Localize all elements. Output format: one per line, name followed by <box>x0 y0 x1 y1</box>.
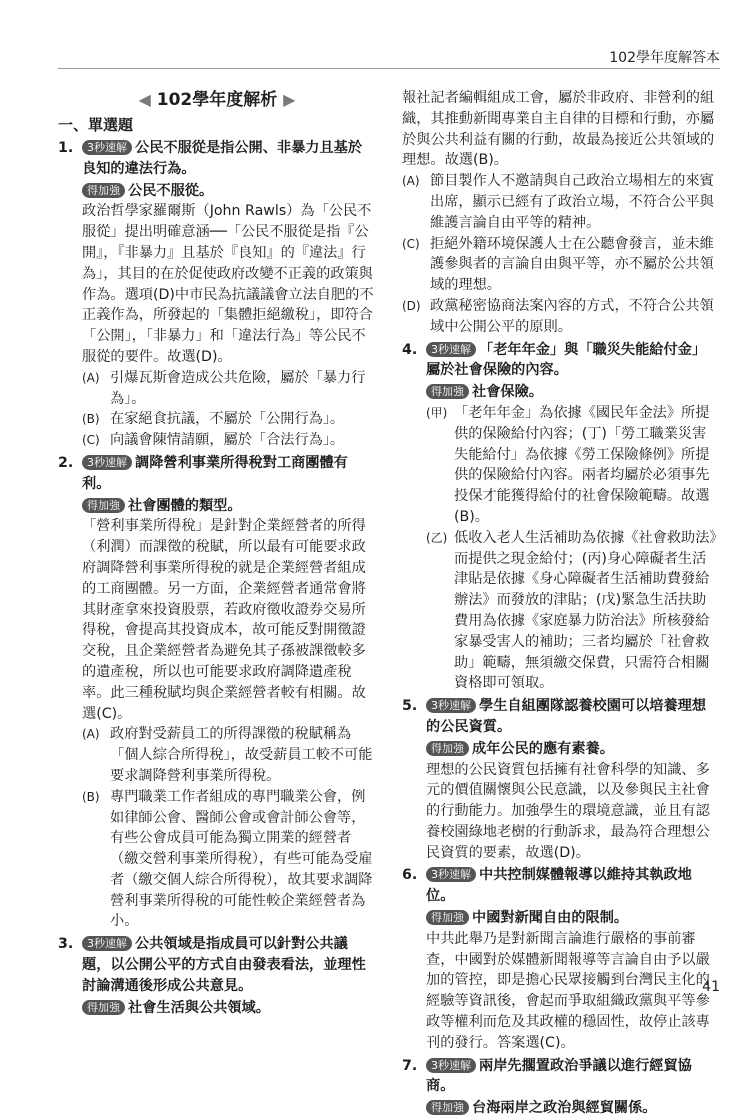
quick-badge: 3秒速解 <box>426 1058 476 1073</box>
quick-answer: 3秒速解 公民不服從是指公開、非暴力且基於良知的違法行為。 <box>82 140 363 177</box>
key-point: 得加強 社會生活與公共領域。 <box>82 998 376 1019</box>
question-number: 7. <box>402 1057 418 1074</box>
option: (D) 政黨秘密協商法案內容的方式，不符合公共領域中公開公平的原則。 <box>402 297 714 335</box>
quick-answer: 3秒速解 公共領域是指成員可以針對公共議題，以公開公平的方式自由發表看法，並理性討論溝通後形成公共意見。 <box>82 936 366 994</box>
kp-badge: 得加強 <box>82 1000 125 1015</box>
option: (B) 專門職業工作者組成的專門職業公會，例如律師公會、醫師公會或會計師公會等，有些公會成員可能為獨立開業的經營者（繳交營利事業所得稅），有些可能為受雇者（繳交個人綜合所得稅），故其要求調降營利事業所得稅的可能性較企業經營者為小。 <box>82 788 373 930</box>
kp-badge: 得加強 <box>426 1100 469 1115</box>
quick-badge: 3秒速解 <box>82 936 132 951</box>
quick-answer: 3秒速解 「老年年金」與「職災失能給付金」屬於社會保險的內容。 <box>426 341 707 379</box>
option: (A) 政府對受薪員工的所得課徵的稅賦稱為「個人綜合所得稅」，故受薪員工較不可能要求調降營利事業所得稅。 <box>82 726 373 784</box>
page-number: 41 <box>702 979 720 996</box>
question-7 <box>402 1056 718 1119</box>
key-point: 得加強 成年公民的應有素養。 <box>426 739 718 760</box>
quick-answer: 3秒速解 學生自組團隊認養校園可以培養理想的公民資質。 <box>426 698 707 735</box>
section-title <box>58 88 376 112</box>
header-title: 102學年度解答本 <box>609 50 720 66</box>
option: (C) 拒絕外籍环境保護人士在公聽會發言，並未維護參與者的言論自由與平等，亦不屬於公共領域的理想。 <box>402 235 714 294</box>
question-1 <box>58 138 376 451</box>
option: (C) 向議會陳情請願，屬於「合法行為」。 <box>82 432 345 449</box>
question-6 <box>402 865 718 1053</box>
option: (A) 引爆瓦斯會造成公共危險，屬於「暴力行為」。 <box>82 369 366 407</box>
quick-badge: 3秒速解 <box>426 342 476 357</box>
kp-badge: 得加強 <box>426 384 469 399</box>
triangle-right-icon: ▶ <box>283 90 296 109</box>
explanation: 「營利事業所得稅」是針對企業經營者的所得（利潤）而課徵的稅賦，所以最有可能要求政府調降營利事業所得稅的就是企業經營者組成的工商團體。另一方面，企業經營者通常會將其財產拿來投資股票，若政府徵收證券交易所得稅，會提高其投資成本，故可能反對開徵證交稅，且企業經營者為避免其子孫被課徵較多的遺產稅，所以也可能要求政府調降遺產稅率。此三種稅賦均與企業經營者較有相關。故選(C)。 <box>82 518 366 722</box>
key-point: 得加強 台海兩岸之政治與經貿關係。 <box>426 1098 718 1119</box>
quick-answer: 3秒速解 調降營利事業所得稅對工商團體有利。 <box>82 454 348 492</box>
question-number: 6. <box>402 867 418 884</box>
kp-badge: 得加強 <box>426 910 469 925</box>
explanation: 理想的公民資質包括擁有社會科學的知識、多元的價值關懷與公民意識，以及參與民主社會的行動能力。加強學生的環境意識，並且有認養校園綠地老樹的行動訴求，最為符合理想公民資質的要素，故選(D)。 <box>426 761 710 861</box>
triangle-left-icon: ◀ <box>138 90 151 109</box>
option: (B) 在家絕食抗議，不屬於「公開行為」。 <box>82 411 345 428</box>
option: (甲) 「老年年金」為依據《國民年金法》所提供的保險給付內容；(丁)「勞工職業災害失能給付」為依據《勞工保險條例》所提供的保險給付內容。兩者均屬於必須事先投保才能獲得給付的社會保險範疇。故選(B)。 <box>426 404 710 525</box>
question-3 <box>58 934 376 1018</box>
left-column <box>58 88 376 1018</box>
option: (乙) 低收入老人生活補助為依據《社會救助法》而提供之現金給付；(丙)身心障礙者生活津貼是依據《身心障礙者生活補助費發給辦法》而發放的津貼；(戊)緊急生活扶助費用為依據《家庭暴力防治法》所核發給家暴受害人的補助；三者均屬於「社會救助」範疇，無須繳交保費，只需符合相關資格即可領取。 <box>426 529 717 692</box>
header-rule <box>58 68 720 69</box>
question-number: 4. <box>402 341 418 358</box>
kp-badge: 得加強 <box>82 183 125 198</box>
subsection-title: 一、單選題 <box>58 116 134 134</box>
right-column <box>402 88 718 1119</box>
quick-badge: 3秒速解 <box>82 140 132 155</box>
question-2 <box>58 453 376 932</box>
key-point: 得加強 社會團體的類型。 <box>82 496 376 517</box>
question-5 <box>402 696 718 863</box>
section-title-text: 102學年度解析 <box>156 90 278 110</box>
explanation: 政治哲學家羅爾斯（John Rawls）為「公民不服從」提出明確意涵──「公民不服從是指『公開』，『非暴力』且基於『良知』的『違法』行為」，其目的在於促使政府改變不正義的政策與作為。選項(D)中市民為抗議議會立法自肥的不正義作為，所發起的「集體拒絕繳稅」，即符合「公開」，「非暴力」和「違法行為」等公民不服從的要件。故選(D)。 <box>82 203 374 365</box>
key-point: 得加強 中國對新聞自由的限制。 <box>426 908 718 929</box>
question-number: 5. <box>402 698 418 715</box>
quick-badge: 3秒速解 <box>82 455 132 470</box>
explanation: 中共此舉乃是對新聞言論進行嚴格的事前審查，中國對於媒體新聞報導等言論自由予以嚴加的管控，即是擔心民眾接觸到台灣民主化的經驗等資訊後，會起而爭取組織政黨與平等參政等權利而危及其政權的穩固性，故停止該專刊的發行。答案選(C)。 <box>426 930 710 1051</box>
kp-badge: 得加強 <box>426 741 469 756</box>
question-number: 1. <box>58 140 74 156</box>
key-point: 得加強 公民不服從。 <box>82 181 376 202</box>
key-point: 得加強 社會保險。 <box>426 382 718 403</box>
question-4 <box>402 340 718 695</box>
question-number: 2. <box>58 454 74 471</box>
kp-badge: 得加強 <box>82 498 125 513</box>
quick-answer: 3秒速解 兩岸先擱置政治爭議以進行經貿協商。 <box>426 1057 692 1095</box>
quick-badge: 3秒速解 <box>426 867 476 882</box>
explanation: 報社記者編輯組成工會，屬於非政府、非營利的組織，其推動新聞專業自主自律的目標和行動，亦屬於與公共利益有關的行動，故最為接近公共領域的理想。故選(B)。 <box>402 90 715 169</box>
question-number: 3. <box>58 936 74 953</box>
option: (A) 節目製作人不邀請與自己政治立場相左的來賓出席，顯示已經有了政治立場，不符合公平與維護言論自由平等的精神。 <box>402 173 714 231</box>
quick-badge: 3秒速解 <box>426 698 476 713</box>
quick-answer: 3秒速解 中共控制媒體報導以維持其執政地位。 <box>426 867 692 905</box>
